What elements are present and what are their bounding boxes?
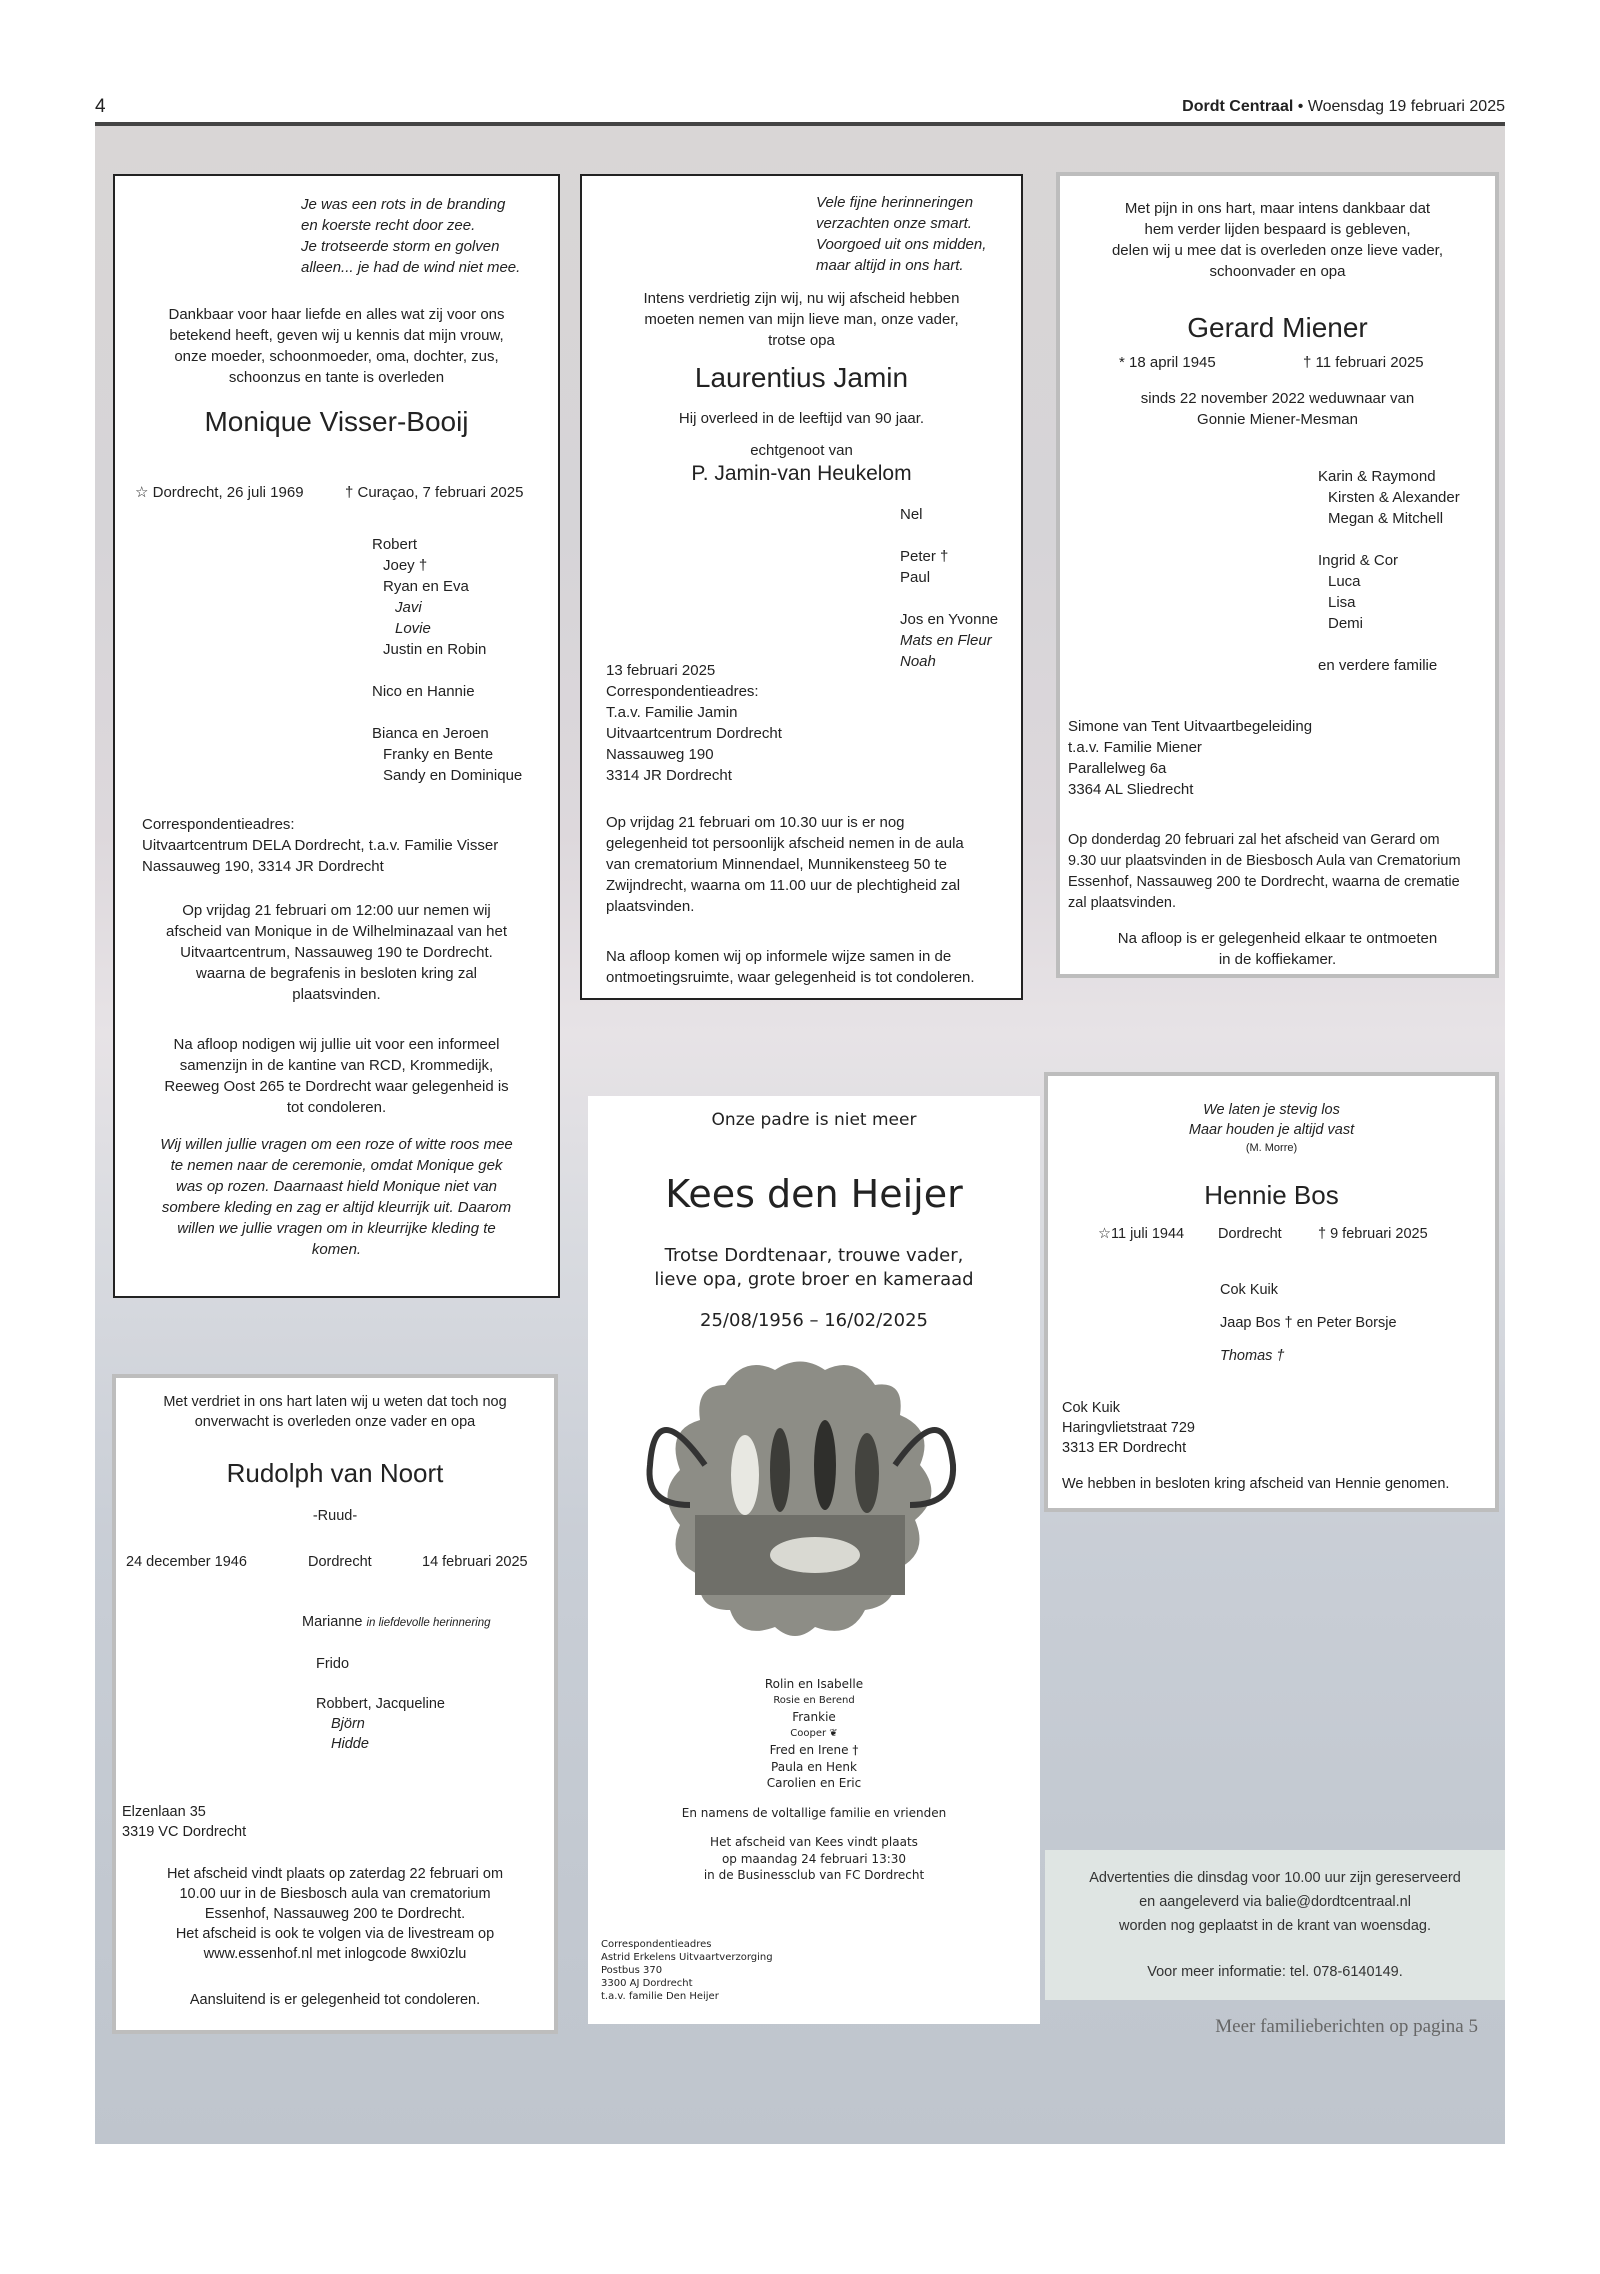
intro-line: Met pijn in ons hart, maar intens dankbaar dat [1124, 200, 1431, 217]
poem-line: alleen... je had de wind niet mee. [301, 259, 521, 276]
text-line: gelegenheid tot persoonlijk afscheid nemen in de aula [606, 835, 964, 852]
text-line: was op rozen. Daarnaast hield Monique niet van [175, 1178, 498, 1195]
address-line: Correspondentieadres: [606, 683, 759, 700]
family-member: Luca [1328, 573, 1361, 590]
address-line: 3319 VC Dordrecht [122, 1824, 247, 1840]
address-line: Haringvlietstraat 729 [1062, 1420, 1195, 1436]
spacer [372, 702, 552, 723]
notice-miener [1056, 172, 1499, 978]
noort-family [316, 1654, 445, 1754]
miener-died: † 11 februari 2025 [1303, 354, 1424, 371]
family-member: Jaap Bos † en Peter Borsje [1220, 1315, 1397, 1331]
noort-nickname: -Ruud- [312, 1508, 358, 1524]
text-line: Essenhof, Nassauweg 200 te Dordrecht. [204, 1906, 466, 1922]
jamin-spouse-label: echtgenoot van [750, 442, 853, 459]
text-line: sinds 22 november 2022 weduwnaar van [1140, 390, 1415, 407]
paper-name: Dordt Centraal [1182, 98, 1294, 115]
visser-after [115, 1034, 558, 1118]
noort-died: 14 februari 2025 [422, 1554, 528, 1570]
advert-line: worden nog geplaatst in de krant van woensdag. [1119, 1918, 1431, 1934]
notice-visser [113, 174, 560, 1298]
jamin-name: Laurentius Jamin [694, 362, 909, 393]
jamin-date: 13 februari 2025 [606, 662, 716, 679]
miener-name: Gerard Miener [1187, 312, 1368, 343]
text-line: Gonnie Miener-Mesman [1197, 411, 1358, 428]
text-line: waarna de begrafenis in besloten kring zal [195, 965, 477, 982]
text-line: Het afscheid van Kees vindt plaats [710, 1835, 918, 1849]
notice-jamin [580, 174, 1023, 1000]
jamin-ceremony [606, 812, 1016, 917]
family-member: Joey † [383, 557, 428, 574]
family-member: Bianca en Jeroen [372, 725, 489, 742]
bos-family [1220, 1274, 1397, 1373]
poem-line: maar altijd in ons hart. [816, 257, 964, 274]
text-line: Na afloop komen wij op informele wijze samen in de [606, 948, 952, 965]
intro-line: moeten nemen van mijn lieve man, onze vader, [644, 311, 959, 328]
noort-address [122, 1802, 246, 1842]
poem-line: Voorgoed uit ons midden, [816, 236, 987, 253]
memorial-photo [635, 1355, 965, 1640]
family-member: Robert [372, 536, 418, 553]
noort-intro [116, 1392, 554, 1432]
intro-line: betekend heeft, geven wij u kennis dat mijn vrouw, [169, 327, 504, 344]
bos-address [1062, 1398, 1195, 1458]
text-line: in de koffiekamer. [1218, 951, 1337, 968]
text-line: 9.30 uur plaatsvinden in de Biesbosch Aula van Crematorium [1068, 853, 1461, 869]
photo-figure [731, 1435, 759, 1515]
visser-address [142, 814, 498, 877]
intro-line: Intens verdrietig zijn wij, nu wij afscheid hebben [643, 290, 960, 307]
family-member: Nico en Hannie [372, 683, 475, 700]
text-line: op maandag 24 februari 13:30 [721, 1851, 907, 1866]
address-line: Elzenlaan 35 [122, 1804, 206, 1820]
heijer-family [588, 1676, 1040, 1792]
address-line: Parallelweg 6a [1068, 760, 1167, 777]
text-line: samenzijn in de kantine van RCD, Krommedijk, [179, 1057, 494, 1074]
miener-born: * 18 april 1945 [1119, 354, 1216, 371]
family-member: Cooper ❦ [790, 1727, 838, 1739]
heijer-address [601, 1938, 773, 2003]
text-line: Het afscheid vindt plaats op zaterdag 22 februari om [166, 1866, 504, 1882]
family-member: Noah [900, 653, 936, 670]
text-line: tot condoleren. [286, 1099, 387, 1116]
visser-ceremony [115, 900, 558, 1005]
intro-line: schoonzus en tante is overleden [228, 369, 445, 386]
issue-date: Woensdag 19 februari 2025 [1307, 98, 1505, 115]
text-line: komen. [311, 1241, 362, 1258]
family-member: Rolin en Isabelle [764, 1677, 864, 1691]
poem-line: en koerste recht door zee. [301, 217, 476, 234]
text-line: plaatsvinden. [292, 986, 381, 1003]
text-line: Uitvaartcentrum, Nassauweg 190 te Dordrecht. [180, 944, 493, 961]
page-header [95, 96, 1505, 124]
family-member: Kirsten & Alexander [1328, 489, 1460, 506]
spacer [372, 660, 552, 681]
address-line: Uitvaartcentrum DELA Dordrecht, t.a.v. Familie Visser [142, 837, 499, 854]
address-line: Nassauweg 190 [606, 746, 714, 763]
poem-line: Maar houden je altijd vast [1188, 1122, 1355, 1138]
miener-address [1068, 716, 1312, 800]
family-member: Björn [331, 1716, 365, 1732]
heijer-subtitle [588, 1244, 1040, 1292]
bos-born: ☆11 juli 1944 [1098, 1226, 1185, 1242]
heijer-dates: 25/08/1956 – 16/02/2025 [700, 1310, 928, 1331]
advert-box [1045, 1850, 1505, 2000]
spacer [1045, 1938, 1505, 1960]
family-note: in liefdevolle herinnering [366, 1617, 491, 1629]
text-line: zal plaatsvinden. [1068, 895, 1177, 911]
intro-line: Dankbaar voor haar liefde en alles wat zij voor ons [168, 306, 505, 323]
photo-figure [770, 1537, 860, 1573]
family-member: Fred en Irene † [769, 1743, 859, 1757]
family-member: Paul [900, 569, 931, 586]
address-line: Nassauweg 190, 3314 JR Dordrecht [142, 858, 384, 875]
family-member: Paula en Henk [771, 1759, 857, 1774]
poem-line: verzachten onze smart. [816, 215, 972, 232]
noort-name: Rudolph van Noort [226, 1458, 444, 1488]
text-line: Na afloop nodigen wij jullie uit voor een informeel [173, 1036, 500, 1053]
noort-closing: Aansluitend is er gelegenheid tot condoleren. [189, 1992, 481, 2008]
bos-closing: We hebben in besloten kring afscheid van Hennie genomen. [1062, 1476, 1450, 1492]
address-line: 3300 AJ Dordrecht [601, 1978, 693, 1989]
miener-intro [1060, 198, 1495, 282]
text-line: Wij willen jullie vragen om een roze of witte roos mee [160, 1136, 513, 1153]
visser-born: ☆ Dordrecht, 26 juli 1969 [135, 484, 304, 501]
spacer [316, 1674, 445, 1694]
visser-died: † Curaçao, 7 februari 2025 [345, 484, 524, 501]
text-line: Zwijndrecht, waarna om 11.00 uur de plechtigheid zal [606, 877, 961, 894]
text-line: afscheid van Monique in de Wilhelminazaal van het [165, 923, 508, 940]
text-line: lieve opa, grote broer en kameraad [654, 1269, 974, 1290]
miener-family [1318, 466, 1493, 676]
spacer [1318, 634, 1493, 655]
advert-line: Advertenties die dinsdag voor 10.00 uur zijn gereserveerd [1089, 1870, 1461, 1886]
poem-line: We laten je stevig los [1203, 1102, 1340, 1118]
bos-name: Hennie Bos [1204, 1180, 1339, 1210]
intro-line: hem verder lijden bespaard is gebleven, [1144, 221, 1411, 238]
spacer [900, 525, 1020, 546]
visser-family [372, 534, 552, 786]
address-line: Cok Kuik [1062, 1400, 1121, 1416]
text-line: Reeweg Oost 265 te Dordrecht waar gelegenheid is [164, 1078, 509, 1095]
family-member: Hidde [331, 1736, 369, 1752]
jamin-address [606, 681, 782, 786]
text-line: willen we jullie vragen om in kleurrijke kleding te [177, 1220, 496, 1237]
bos-poem [1048, 1100, 1495, 1140]
jamin-spouse: P. Jamin-van Heukelom [691, 462, 912, 485]
noort-family-first [302, 1612, 491, 1633]
address-line: Simone van Tent Uitvaartbegeleiding [1068, 718, 1313, 735]
bos-place: Dordrecht [1218, 1226, 1282, 1242]
family-member: Peter † [900, 548, 949, 565]
address-line: Uitvaartcentrum Dordrecht [606, 725, 782, 742]
photo-figure [814, 1420, 836, 1510]
text-line: te nemen naar de ceremonie, omdat Monique gek [170, 1157, 503, 1174]
text-line: Essenhof, Nassauweg 200 te Dordrecht, waarna de crematie [1068, 874, 1460, 890]
family-member: Rosie en Berend [773, 1694, 855, 1706]
spacer [900, 588, 1020, 609]
family-member: Mats en Fleur [900, 632, 992, 649]
jamin-intro [582, 288, 1021, 351]
miener-widower [1060, 388, 1495, 430]
family-member: Karin & Raymond [1318, 468, 1436, 485]
intro-line: onverwacht is overleden onze vader en opa [194, 1414, 476, 1430]
jamin-poem [816, 192, 1016, 276]
family-member: Jos en Yvonne [900, 611, 999, 628]
advert-info: Voor meer informatie: tel. 078-6140149. [1147, 1964, 1403, 1980]
noort-born: 24 december 1946 [126, 1554, 247, 1570]
intro-line: Met verdriet in ons hart laten wij u weten dat toch nog [163, 1394, 507, 1410]
visser-intro [115, 304, 558, 388]
text-line: ontmoetingsruimte, waar gelegenheid is tot condoleren. [606, 969, 975, 986]
text-line: Op vrijdag 21 februari om 12:00 uur nemen wij [182, 902, 491, 919]
text-line: Het afscheid is ook te volgen via de livestream op [175, 1926, 495, 1942]
advert-line: en aangeleverd via balie@dordtcentraal.nl [1139, 1894, 1411, 1910]
family-member: Carolien en Eric [766, 1776, 862, 1790]
family-member: Frankie [792, 1710, 836, 1724]
notice-bos [1044, 1072, 1499, 1512]
miener-after [1060, 928, 1495, 970]
text-line: in de Businessclub van FC Dordrecht [703, 1868, 925, 1882]
family-member: Justin en Robin [383, 641, 487, 658]
heijer-ceremony [588, 1834, 1040, 1884]
masthead [1182, 98, 1505, 116]
text-line: Op donderdag 20 februari zal het afscheid van Gerard om [1068, 832, 1440, 848]
text-line: Trotse Dordtenaar, trouwe vader, [664, 1245, 964, 1266]
address-line: t.a.v. Familie Miener [1068, 739, 1202, 756]
address-line: 3313 ER Dordrecht [1062, 1440, 1187, 1456]
photo-figure [770, 1428, 790, 1512]
spacer [1318, 529, 1493, 550]
poem-line: Vele fijne herinneringen [816, 194, 974, 211]
family-member: Thomas † [1220, 1348, 1285, 1364]
text-line: Op vrijdag 21 februari om 10.30 uur is er nog [606, 814, 905, 831]
family-member: Franky en Bente [383, 746, 494, 763]
family-member: Robbert, Jacqueline [316, 1696, 445, 1712]
heijer-name: Kees den Heijer [665, 1172, 963, 1216]
family-member: Javi [395, 599, 422, 616]
bos-died: † 9 februari 2025 [1318, 1226, 1428, 1242]
intro-line: delen wij u mee dat is overleden onze lieve vader, [1111, 242, 1444, 259]
family-member: Sandy en Dominique [383, 767, 523, 784]
address-line: Correspondentieadres [601, 1939, 712, 1950]
bos-poem-credit: (M. Morre) [1245, 1142, 1298, 1154]
visser-poem [301, 194, 561, 278]
poem-line: Je was een rots in de branding [301, 196, 506, 213]
text-line: plaatsvinden. [606, 898, 695, 915]
jamin-family [900, 504, 1020, 672]
family-member: Marianne [302, 1614, 363, 1630]
visser-closing [115, 1134, 558, 1260]
family-member: Frido [316, 1656, 350, 1672]
family-member: Demi [1328, 615, 1364, 632]
noort-ceremony [116, 1864, 554, 1964]
noort-place: Dordrecht [308, 1554, 372, 1570]
text-line: 10.00 uur in de Biesbosch aula van crematorium [179, 1886, 491, 1902]
visser-name: Monique Visser-Booij [204, 406, 469, 437]
page-number: 4 [95, 96, 106, 117]
family-member: Cok Kuik [1220, 1282, 1279, 1298]
family-member: Lovie [395, 620, 431, 637]
heijer-heading: Onze padre is niet meer [711, 1110, 917, 1130]
family-member: Nel [900, 506, 923, 523]
intro-line: schoonvader en opa [1209, 263, 1346, 280]
separator: • [1297, 98, 1304, 115]
heijer-family-note: En namens de voltallige familie en vrienden [681, 1806, 947, 1820]
jamin-after [606, 946, 1016, 988]
address-line: T.a.v. Familie Jamin [606, 704, 738, 721]
family-member: Ryan en Eva [383, 578, 469, 595]
photo-figure [855, 1433, 879, 1513]
text-line: www.essenhof.nl met inlogcode 8wxi0zlu [203, 1946, 467, 1962]
text-line: van crematorium Minnendael, Munnikensteeg 50 te [606, 856, 948, 873]
family-member: Megan & Mitchell [1328, 510, 1444, 527]
address-line: Astrid Erkelens Uitvaartverzorging [601, 1952, 773, 1963]
poem-line: Je trotseerde storm en golven [301, 238, 500, 255]
notice-van-noort [112, 1374, 558, 2034]
family-member: en verdere familie [1318, 657, 1438, 674]
intro-line: onze moeder, schoonmoeder, oma, dochter, zus, [174, 348, 499, 365]
address-line: 3314 JR Dordrecht [606, 767, 732, 784]
miener-ceremony [1068, 830, 1493, 914]
address-line: Postbus 370 [601, 1965, 663, 1976]
intro-line: trotse opa [768, 332, 835, 349]
address-line: 3364 AL Sliedrecht [1068, 781, 1194, 798]
address-line: t.a.v. familie Den Heijer [601, 1991, 719, 2002]
jamin-age: Hij overleed in de leeftijd van 90 jaar. [678, 410, 925, 427]
text-line: sombere kleding en zag er altijd kleurrijk uit. Daarom [161, 1199, 512, 1216]
family-member: Ingrid & Cor [1318, 552, 1399, 569]
address-line: Correspondentieadres: [142, 816, 295, 833]
family-member: Lisa [1328, 594, 1356, 611]
text-line: Na afloop is er gelegenheid elkaar te ontmoeten [1117, 930, 1438, 947]
more-notices-link: Meer familieberichten op pagina 5 [1215, 2016, 1478, 2037]
